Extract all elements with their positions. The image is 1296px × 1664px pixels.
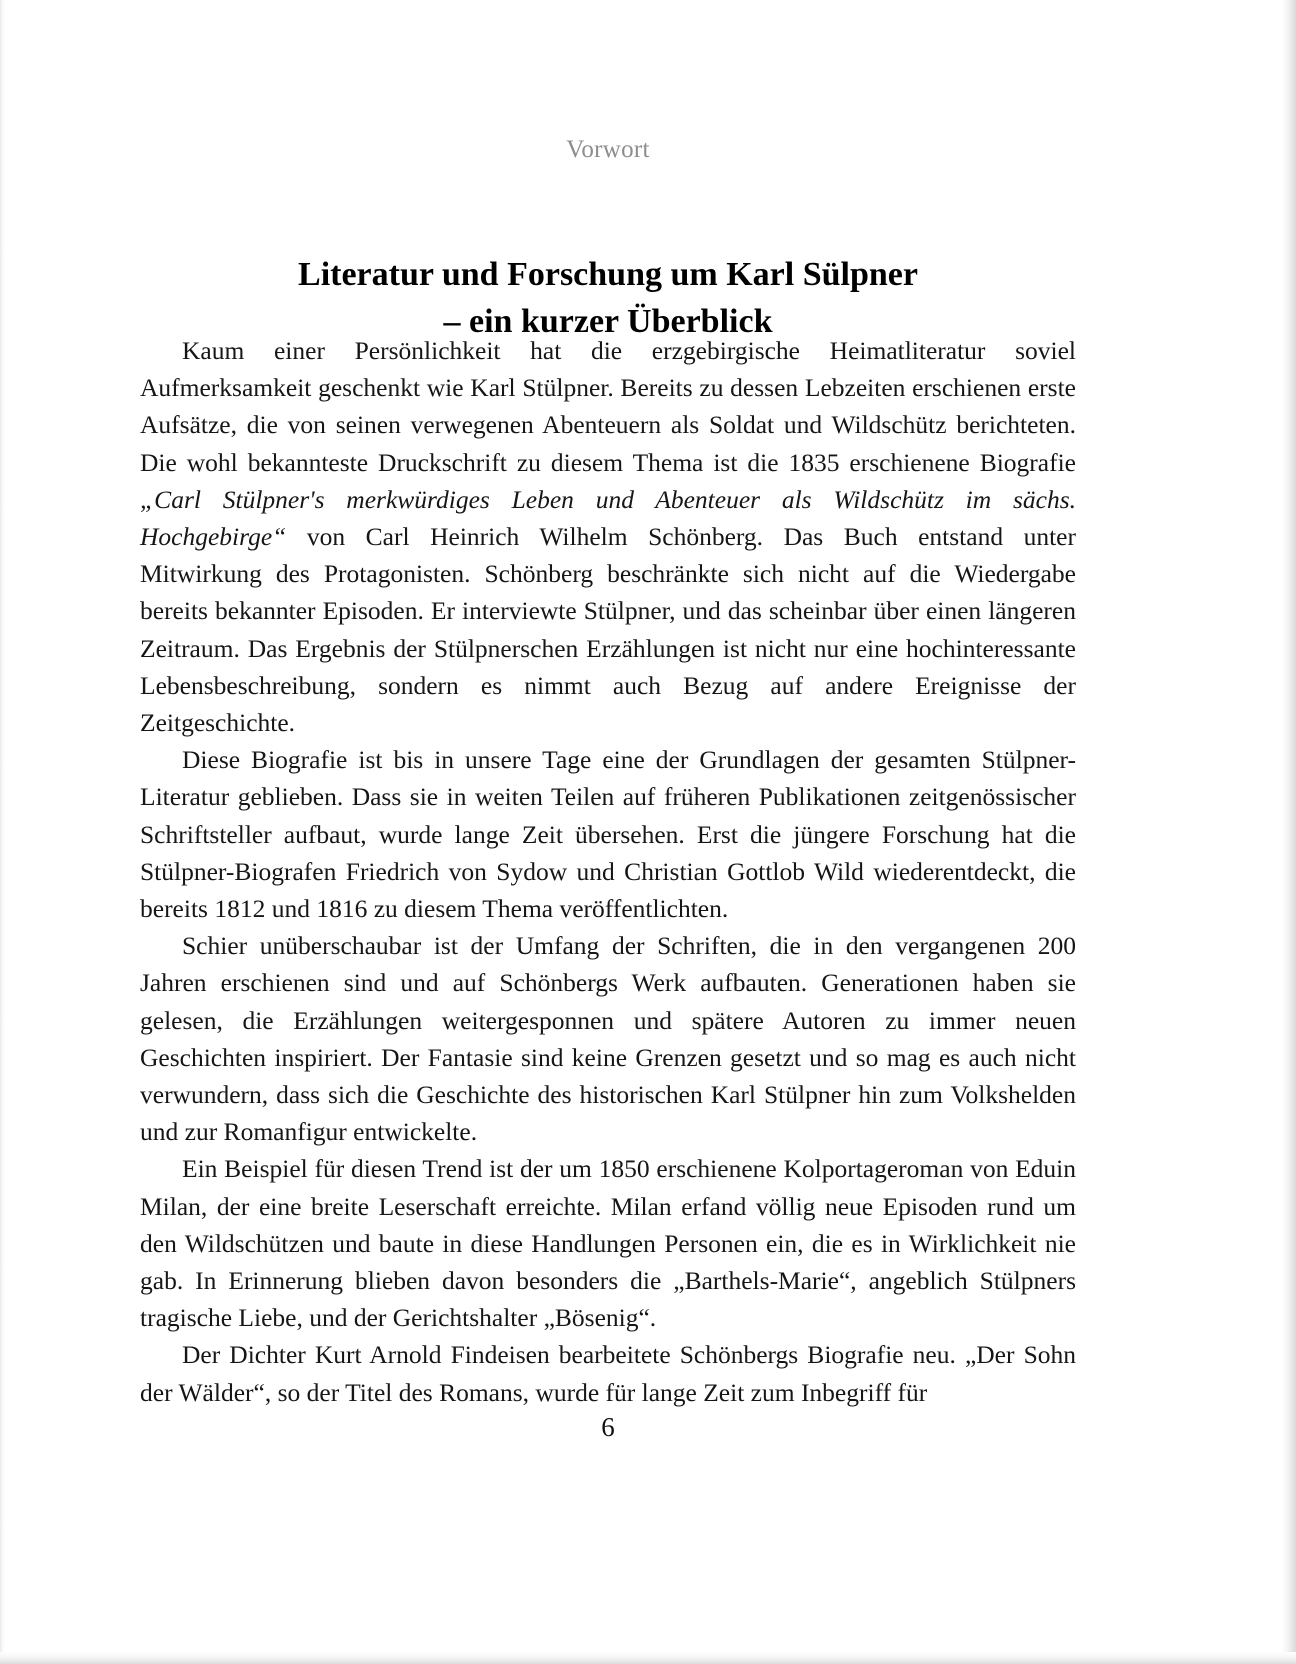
page-right-edge-shadow [1282, 0, 1296, 1664]
text-run: von Carl Heinrich Wilhelm Schönberg. Das Buch entstand unter Mitwirkung des Protagonisten. Schönberg beschränkte sich nicht auf die Wiedergabe bereits bekannter Episoden. Er interviewte Stülpner, und das scheinbar über einen längeren Zeitraum. Das Ergebnis der Stülpnerschen Erzählungen ist nicht nur eine hochinteressante Lebensbeschreibung, sondern es nimmt auch Bezug auf andere Ereignisse der Zeitgeschichte. [140, 522, 1076, 738]
chapter-title [140, 251, 1076, 345]
page-number: 6 [601, 1412, 615, 1442]
book-title-italic: „Carl Stülpner's merkwürdiges Leben und Abenteuer als Wildschütz im sächs. Hochgebirge“ [140, 484, 1076, 552]
text-run: Schier unüberschaubar ist der Umfang der Schriften, die in den vergangenen 200 Jahren erschienen sind und auf Schönbergs Werk aufbauten. Generationen haben sie gelesen, die Erzählungen weitergesponnen und spätere Autoren zu immer neuen Geschichten inspiriert. Der Fantasie sind keine Grenzen gesetzt und so mag es auch nicht verwundern, dass sich die Geschichte des historischen Karl Stülpner hin zum Volkshelden und zur Romanfigur entwickelte. [140, 931, 1076, 1147]
chapter-title-line-1: Literatur und Forschung um Karl Sülpner [298, 255, 918, 293]
page-content [140, 0, 1076, 1664]
text-run: Diese Biografie ist bis in unsere Tage eine der Grundlagen der gesamten Stülpner-Literatur geblieben. Dass sie in weiten Teilen auf früheren Publikationen zeitgenössischer Schriftsteller aufbaut, wurde lange Zeit übersehen. Erst die jüngere Forschung hat die Stülpner-Biografen Friedrich von Sydow und Christian Gottlob Wild wiederentdeckt, die bereits 1812 und 1816 zu diesem Thema veröffentlichten. [140, 745, 1076, 924]
text-run: Der Dichter Kurt Arnold Findeisen bearbeitete Schönbergs Biografie neu. „Der Sohn der Wälder“, so der Titel des Romans, wurde für lange Zeit zum Inbegriff für [140, 1340, 1076, 1407]
chapter-title-line-2: – ein kurzer Überblick [443, 302, 773, 340]
page-left-edge-shadow [0, 0, 5, 1664]
body-paragraph [140, 332, 1076, 741]
body-paragraph [140, 1336, 1076, 1410]
body-paragraph [140, 741, 1076, 927]
text-run: Kaum einer Persönlichkeit hat die erzgebirgische Heimatliteratur soviel Aufmerksamkeit geschenkt wie Karl Stülpner. Bereits zu dessen Lebzeiten erschienen erste Aufsätze, die von seinen verwegenen Abenteuern als Soldat und Wildschütz berichteten. Die wohl bekannteste Druckschrift zu diesem Thema ist die 1835 erschienene Biografie [140, 336, 1076, 477]
body-text [140, 332, 1076, 1411]
body-paragraph [140, 927, 1076, 1150]
running-head: Vorwort [566, 136, 650, 163]
text-run: Ein Beispiel für diesen Trend ist der um 1850 erschienene Kolportageroman von Eduin Milan, der eine breite Leserschaft erreichte. Milan erfand völlig neue Episoden rund um den Wildschützen und baute in diese Handlungen Personen ein, die es in Wirklichkeit nie gab. In Erinnerung blieben davon besonders die „Barthels-Marie“, angeblich Stülpners tragische Liebe, und der Gerichtshalter „Bösenig“. [140, 1154, 1076, 1333]
body-paragraph [140, 1150, 1076, 1336]
